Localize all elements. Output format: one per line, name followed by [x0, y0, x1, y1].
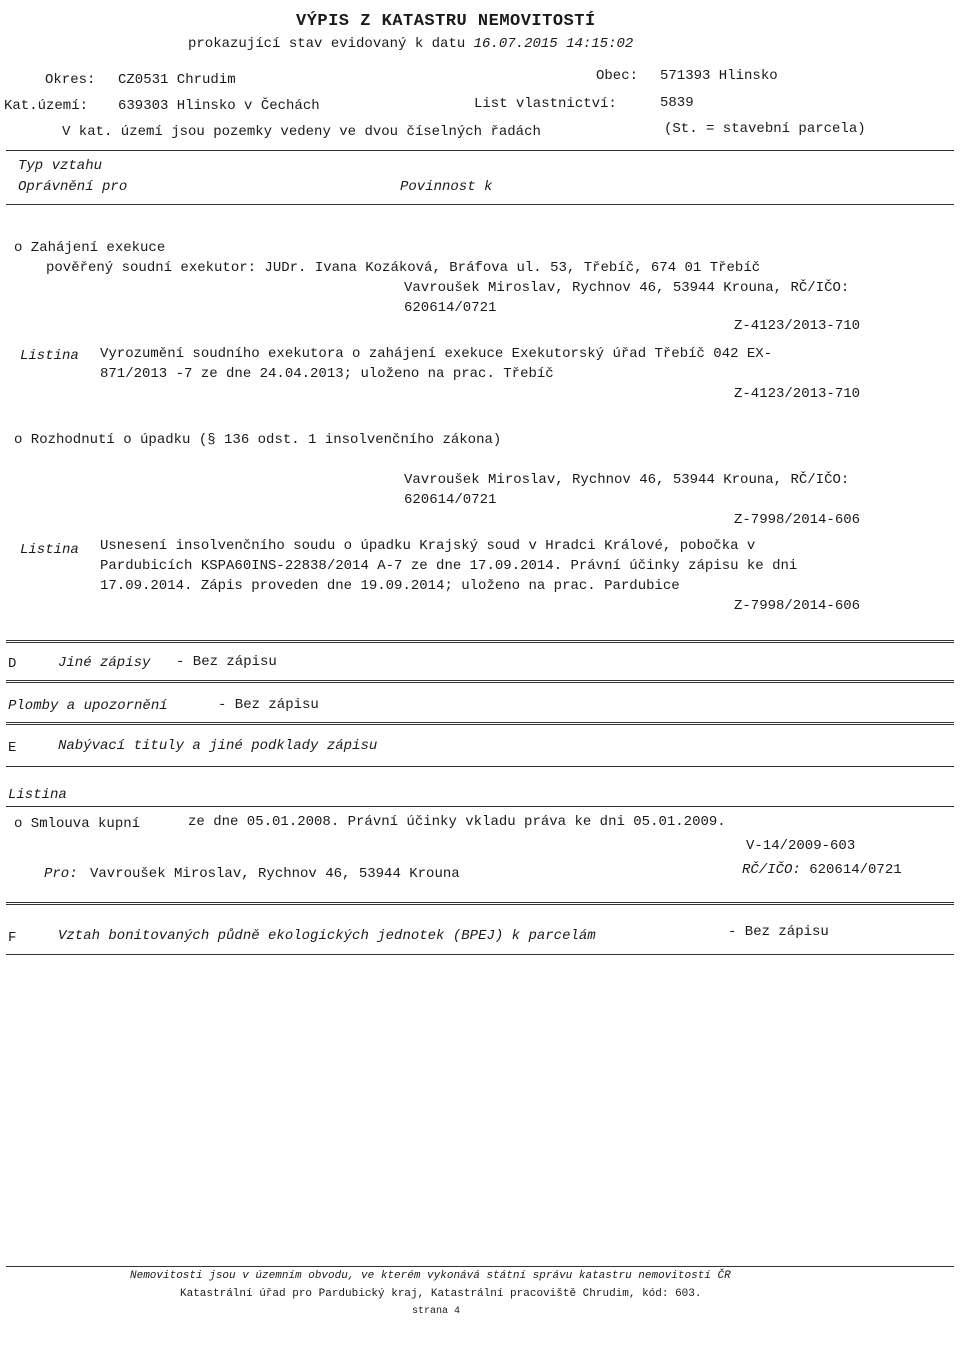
section-f-letter: F [8, 930, 17, 946]
divider [6, 204, 954, 205]
section-divider [6, 640, 954, 643]
section-e-item-rest: ze dne 05.01.2008. Právní účinky vkladu práva ke dni 05.01.2009. [188, 814, 726, 830]
katuzemi-label: Kat.území: [4, 98, 89, 114]
section-e-pro-label: Pro: [44, 866, 78, 882]
section-divider [6, 680, 954, 683]
footer-page-number: strana 4 [412, 1306, 461, 1317]
entry1-listina-line2: 871/2013 -7 ze dne 24.04.2013; uloženo na prac. Třebíč [100, 366, 554, 382]
entry2-title: o Rozhodnutí o úpadku (§ 136 odst. 1 insolvenčního zákona) [14, 432, 502, 448]
section-e-rc [742, 862, 902, 878]
section-divider [6, 722, 954, 725]
section-e-ref: V-14/2009-603 [746, 838, 856, 854]
section-e-letter: E [8, 740, 17, 756]
section-d-letter: D [8, 656, 17, 672]
entry2-listina-line3: 17.09.2014. Zápis proveden dne 19.09.2014; uloženo na prac. Pardubice [100, 578, 680, 594]
divider [6, 150, 954, 151]
footer-line1: Nemovitosti jsou v územním obvodu, ve kterém vykonává státní správu katastru nemovitostí ČR [130, 1270, 731, 1282]
entry2-party-rc: 620614/0721 [404, 492, 497, 508]
entry1-title: o Zahájení exekuce [14, 240, 166, 256]
entry2-listina-line1: Usnesení insolvenčního soudu o úpadku Krajský soud v Hradci Králové, pobočka v [100, 538, 756, 554]
subtitle-prefix: prokazující stav evidovaný k datu [188, 36, 466, 52]
section-e-rc-value: 620614/0721 [809, 862, 902, 878]
footer-divider [6, 1266, 954, 1267]
entry1-listina-ref: Z-4123/2013-710 [734, 386, 861, 402]
col-typ-vztahu: Typ vztahu [18, 158, 103, 174]
section-e-item-title: o Smlouva kupní [14, 816, 141, 832]
col-povinnost-k: Povinnost k [400, 179, 493, 195]
entry1-executor: pověřený soudní exekutor: JUDr. Ivana Kozáková, Bráfova ul. 53, Třebíč, 674 01 Třebíč [46, 260, 761, 276]
entry2-listina-ref: Z-7998/2014-606 [734, 598, 861, 614]
divider [6, 766, 954, 767]
entry2-ref: Z-7998/2014-606 [734, 512, 861, 528]
document-subtitle [188, 36, 633, 52]
obec-value: 571393 Hlinsko [660, 68, 778, 84]
entry1-ref: Z-4123/2013-710 [734, 318, 861, 334]
col-opravneni-pro: Oprávnění pro [18, 179, 128, 195]
divider [6, 954, 954, 955]
divider [6, 806, 954, 807]
section-f-value: - Bez zápisu [728, 924, 829, 940]
lv-label: List vlastnictví: [474, 96, 617, 112]
document-title: VÝPIS Z KATASTRU NEMOVITOSTÍ [296, 12, 596, 31]
entry2-listina-label: Listina [20, 542, 79, 558]
entry2-listina-line2: Pardubicích KSPA60INS-22838/2014 A-7 ze dne 17.09.2014. Právní účinky zápisu ke dni [100, 558, 798, 574]
section-e-label: Nabývací tituly a jiné podklady zápisu [58, 738, 378, 754]
plomby-label: Plomby a upozornění [8, 698, 168, 714]
kat-uzemi-note: V kat. území jsou pozemky vedeny ve dvou číselných řadách [62, 124, 541, 140]
plomby-value: - Bez zápisu [218, 697, 319, 713]
entry1-listina-label: Listina [20, 348, 79, 364]
okres-value: CZ0531 Chrudim [118, 72, 236, 88]
katuzemi-value: 639303 Hlinsko v Čechách [118, 98, 320, 114]
obec-label: Obec: [596, 68, 639, 84]
okres-label: Okres: [45, 72, 96, 88]
entry1-party-rc: 620614/0721 [404, 300, 497, 316]
subtitle-datetime: 16.07.2015 14:15:02 [473, 36, 634, 52]
lv-value: 5839 [660, 95, 694, 111]
entry1-party: Vavroušek Miroslav, Rychnov 46, 53944 Krouna, RČ/IČO: [404, 280, 850, 296]
section-e-pro-value: Vavroušek Miroslav, Rychnov 46, 53944 Krouna [90, 866, 460, 882]
section-f-label: Vztah bonitovaných půdně ekologických jednotek (BPEJ) k parcelám [58, 928, 596, 944]
section-e-rc-label: RČ/IČO: [742, 862, 801, 878]
section-divider [6, 902, 954, 905]
section-d-value: - Bez zápisu [176, 654, 277, 670]
footer-line2: Katastrální úřad pro Pardubický kraj, Katastrální pracoviště Chrudim, kód: 603. [180, 1288, 702, 1300]
entry1-listina-line1: Vyrozumění soudního exekutora o zahájení exekuce Exekutorský úřad Třebíč 042 EX- [100, 346, 773, 362]
section-e-listina-label: Listina [8, 787, 67, 803]
entry2-party: Vavroušek Miroslav, Rychnov 46, 53944 Krouna, RČ/IČO: [404, 472, 850, 488]
kat-uzemi-note-right: (St. = stavební parcela) [664, 121, 866, 137]
section-d-label: Jiné zápisy [58, 655, 151, 671]
